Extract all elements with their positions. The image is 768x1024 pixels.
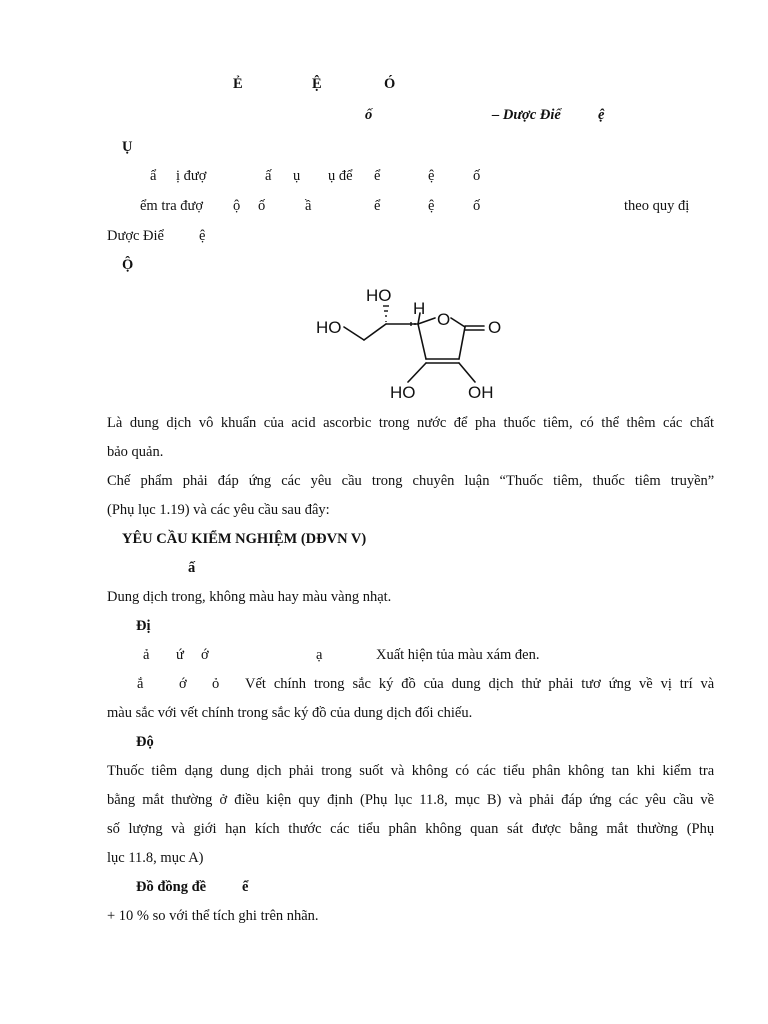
word: dạng xyxy=(184,763,213,779)
paragraph-line xyxy=(107,820,714,838)
requirements-heading: YÊU CẦU KIỂM NGHIỆM (DĐVN V) xyxy=(122,531,367,547)
atom-label: O xyxy=(488,318,502,337)
text-fragment: ệ xyxy=(199,228,206,244)
section-heading: Ộ xyxy=(122,257,134,273)
subheading-fragment: Đị xyxy=(136,618,151,634)
word: “Thuốc xyxy=(499,473,544,489)
text-fragment: ểm tra đượ xyxy=(140,198,204,214)
word: vị xyxy=(660,676,672,692)
atom-label: O xyxy=(437,310,451,329)
word: tươ xyxy=(581,676,601,692)
word: tiểu xyxy=(503,763,525,779)
text-fragment: ầ xyxy=(305,198,312,214)
text-fragment: ố xyxy=(473,198,481,214)
word: phân xyxy=(532,763,561,779)
word: khuẩn xyxy=(220,415,257,431)
word: vô xyxy=(198,415,214,431)
subtitle-fragment: ố xyxy=(365,107,373,123)
text-fragment: ả xyxy=(143,647,150,663)
word: B) xyxy=(486,792,502,808)
paragraph-line xyxy=(107,791,714,809)
text-fragment: ộ xyxy=(233,198,241,214)
paragraph-line xyxy=(107,414,714,432)
word: thước xyxy=(288,821,322,837)
word: Vết xyxy=(245,676,266,692)
word: tiêm, xyxy=(543,415,573,431)
word: phải xyxy=(548,676,574,692)
word: cầu xyxy=(673,792,694,808)
subtitle-fragment: ệ xyxy=(598,107,605,123)
word: dung xyxy=(220,763,250,779)
word: ứng xyxy=(248,473,272,489)
word: các xyxy=(663,415,683,431)
word: các xyxy=(330,821,350,837)
word: yêu xyxy=(310,473,332,489)
word: kiện xyxy=(266,792,292,808)
word: pha xyxy=(474,415,496,431)
word: bằng xyxy=(569,821,598,837)
word: mắt xyxy=(142,792,165,808)
atom-label: HO xyxy=(366,286,392,305)
word: cầu xyxy=(341,473,362,489)
text-fragment: ụ để xyxy=(328,168,353,184)
paragraph-line: màu sắc với vết chính trong sắc ký đồ của dung dịch đối chiếu. xyxy=(107,705,473,721)
word: đáp xyxy=(217,473,239,489)
atom-label: HO xyxy=(390,383,416,402)
word: trong xyxy=(321,763,352,779)
word: thêm xyxy=(626,415,656,431)
word: truyền” xyxy=(670,473,715,489)
word: tiêm xyxy=(634,473,661,489)
word: và xyxy=(700,676,715,692)
word: sắc xyxy=(352,676,371,692)
word: yêu xyxy=(645,792,667,808)
text-fragment: ỏ xyxy=(212,676,220,692)
word: thử xyxy=(521,676,541,692)
paragraph-line: lục 11.8, mục A) xyxy=(107,850,204,866)
word: ứng xyxy=(589,792,612,808)
word: đồ xyxy=(401,676,416,692)
word: Chế xyxy=(107,473,131,489)
text-fragment: ắ xyxy=(137,676,144,692)
text-fragment: ể xyxy=(374,168,381,184)
word: và xyxy=(171,821,185,837)
word: tra xyxy=(698,763,715,779)
word: sát xyxy=(506,821,524,837)
paragraph-line xyxy=(107,472,714,490)
text-fragment: ể xyxy=(374,198,381,214)
text-fragment: ụ xyxy=(293,168,301,184)
word: thuốc xyxy=(592,473,625,489)
word: phẩm xyxy=(140,473,173,489)
paragraph-line: Dung dịch trong, không màu hay màu vàng nhạt. xyxy=(107,589,392,605)
word: thường xyxy=(171,792,213,808)
word: thuốc xyxy=(503,415,536,431)
word: dịch xyxy=(166,415,192,431)
word: tiêm xyxy=(151,763,178,779)
word: lượng xyxy=(128,821,163,837)
word: phân xyxy=(388,821,417,837)
ascorbic-acid-structure xyxy=(308,283,508,403)
word: phải xyxy=(288,763,314,779)
word: Thuốc xyxy=(107,763,145,779)
word: thể xyxy=(601,415,620,431)
word: phải xyxy=(182,473,208,489)
word: tiêm, xyxy=(553,473,583,489)
word: Là xyxy=(107,415,123,431)
word: quan xyxy=(470,821,499,837)
word: không xyxy=(567,763,605,779)
word: dịch xyxy=(256,763,282,779)
word: chất xyxy=(689,415,715,431)
word: các xyxy=(281,473,301,489)
word: bằng xyxy=(107,792,136,808)
word: trí xyxy=(679,676,693,692)
word: thường xyxy=(636,821,679,837)
word: điều xyxy=(234,792,260,808)
word: 11.8, xyxy=(419,792,448,808)
word: quy xyxy=(298,792,321,808)
word: định xyxy=(327,792,353,808)
text-fragment: ạ xyxy=(316,647,323,663)
section-heading: Ụ xyxy=(122,139,133,155)
paragraph-line: + 10 % so với thể tích ghi trên nhãn. xyxy=(107,908,319,924)
word: dung xyxy=(451,676,481,692)
subheading-fragment: ể xyxy=(242,879,249,895)
word: khi xyxy=(636,763,656,779)
word: kích xyxy=(254,821,280,837)
paragraph-line: bảo quản. xyxy=(107,444,164,460)
word: về xyxy=(638,676,653,692)
word: ở xyxy=(219,792,228,808)
word: acid xyxy=(291,415,316,431)
text-fragment: Dược Điể xyxy=(107,228,164,244)
title-fragment: Ó xyxy=(384,76,396,92)
word: không xyxy=(411,763,449,779)
word: suốt xyxy=(359,763,384,779)
word: dung xyxy=(129,415,159,431)
subheading-fragment: ấ xyxy=(188,560,196,576)
text-fragment: ớ xyxy=(201,647,209,663)
title-fragment: Ẻ xyxy=(233,76,243,92)
word: chính xyxy=(273,676,307,692)
text-fragment: ố xyxy=(258,198,266,214)
text-fragment: ố xyxy=(473,168,481,184)
word: để xyxy=(453,415,468,431)
subheading-fragment: Đồ đồng đề xyxy=(136,879,207,895)
word: mục xyxy=(454,792,480,808)
word: về xyxy=(700,792,715,808)
subtitle-fragment: – Dược Điể xyxy=(492,107,561,123)
word: (Phụ xyxy=(686,821,715,837)
paragraph-line: (Phụ lục 1.19) và các yêu cầu sau đây: xyxy=(107,502,330,518)
word: (Phụ xyxy=(360,792,388,808)
word: trong xyxy=(313,676,345,692)
word: ứng xyxy=(608,676,632,692)
word: các xyxy=(618,792,639,808)
word: phải xyxy=(529,792,555,808)
word: luận xyxy=(464,473,490,489)
word: chuyên xyxy=(412,473,455,489)
atom-label: H xyxy=(413,299,426,318)
word: được xyxy=(531,821,561,837)
word: mắt xyxy=(606,821,629,837)
word: và xyxy=(390,763,405,779)
text-fragment: ệ xyxy=(428,168,435,184)
word: tan xyxy=(611,763,630,779)
word: đáp xyxy=(561,792,583,808)
word: các xyxy=(476,763,496,779)
text-fragment: ị đượ xyxy=(176,168,207,184)
word: của xyxy=(423,676,444,692)
atom-label: OH xyxy=(468,383,494,402)
word: giới xyxy=(193,821,217,837)
word: trong xyxy=(371,473,403,489)
text-fragment: ấ xyxy=(265,168,272,184)
word: kiểm xyxy=(662,763,692,779)
word: lục xyxy=(394,792,413,808)
title-fragment: Ệ xyxy=(312,76,322,92)
text-fragment: ệ xyxy=(428,198,435,214)
word: có xyxy=(455,763,470,779)
word: tiểu xyxy=(358,821,380,837)
word: nước xyxy=(417,415,447,431)
text-fragment: theo quy đị xyxy=(624,198,690,214)
text-fragment: ẩ xyxy=(150,168,157,184)
word: hạn xyxy=(225,821,247,837)
word: số xyxy=(107,821,120,837)
word: không xyxy=(425,821,462,837)
text-fragment: ứ xyxy=(176,647,184,663)
paragraph-line xyxy=(245,675,714,693)
word: ký xyxy=(378,676,394,692)
word: có xyxy=(580,415,594,431)
paragraph-line xyxy=(107,762,714,780)
word: của xyxy=(263,415,284,431)
text-fragment: Xuất hiện tủa màu xám đen. xyxy=(376,647,540,663)
word: dịch xyxy=(488,676,514,692)
word: và xyxy=(508,792,523,808)
word: trong xyxy=(378,415,410,431)
text-fragment: ớ xyxy=(179,676,187,692)
word: ascorbic xyxy=(323,415,372,431)
atom-label: HO xyxy=(316,318,342,337)
subheading-fragment: Độ xyxy=(136,734,154,750)
